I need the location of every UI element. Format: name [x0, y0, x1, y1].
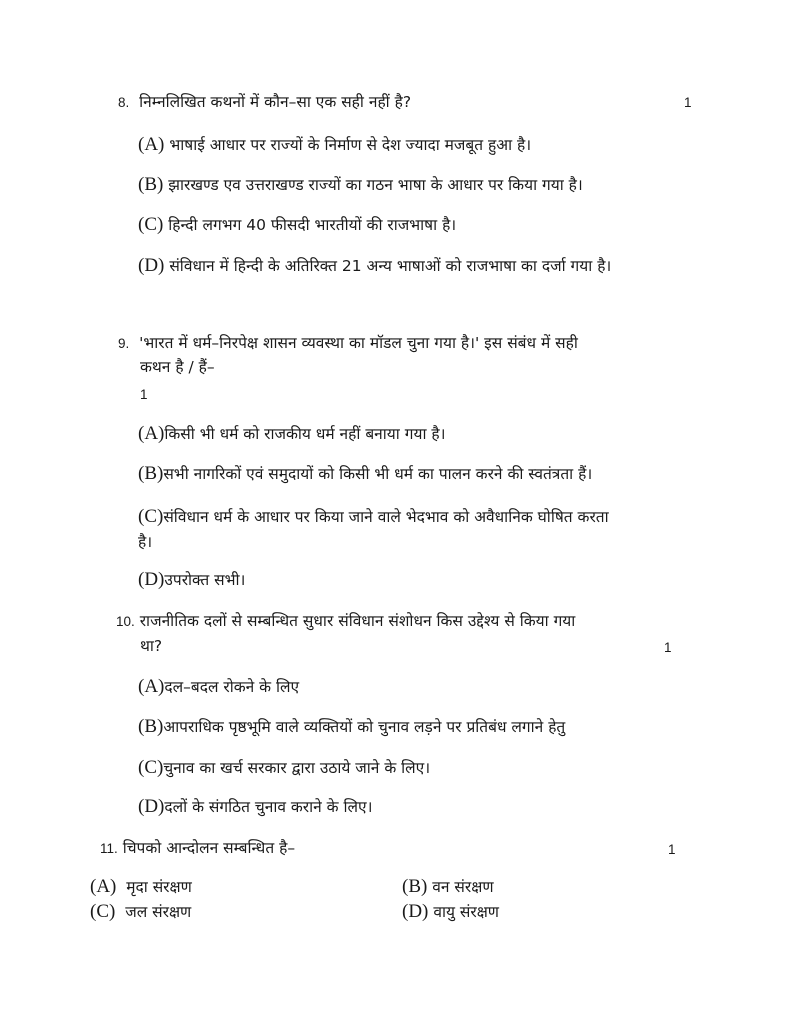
- option-a: [138, 677, 299, 697]
- option-text: किसी भी धर्म को राजकीय धर्म नहीं बनाया गया है।: [164, 425, 446, 443]
- option-label: (D): [402, 901, 429, 922]
- question-text: निम्नलिखित कथनों में कौन–सा एक सही नहीं है?: [139, 93, 412, 111]
- question-9-stem-line2: कथन है / हैं–: [140, 358, 215, 376]
- option-b: [138, 717, 565, 737]
- option-text: दलों के संगठित चुनाव कराने के लिए।: [164, 798, 373, 816]
- question-8-stem: [118, 92, 411, 113]
- option-text: भाषाई आधार पर राज्यों के निर्माण से देश ज्यादा मजबूत हुआ है।: [169, 136, 532, 154]
- option-label: (A): [138, 676, 165, 697]
- option-label: (C): [138, 214, 164, 235]
- option-text: वन संरक्षण: [432, 878, 494, 896]
- option-text: झारखण्ड एव उत्तराखण्ड राज्यों का गठन भाषा के आधार पर किया गया है।: [168, 176, 583, 194]
- option-d: [138, 256, 611, 276]
- option-c: [90, 902, 191, 922]
- option-a: [138, 135, 531, 155]
- option-text: जल संरक्षण: [125, 903, 192, 921]
- question-9-stem-line1: [118, 333, 578, 354]
- option-a: [138, 424, 446, 444]
- option-label: (D): [138, 796, 165, 817]
- question-marks: 1: [668, 842, 676, 857]
- option-c-continued: है।: [138, 533, 153, 551]
- option-text: वायु संरक्षण: [433, 903, 500, 921]
- option-label: (B): [138, 716, 164, 737]
- option-label: (A): [138, 134, 165, 155]
- option-label: (B): [402, 876, 428, 897]
- option-label: (D): [138, 255, 165, 276]
- question-11-stem: [100, 838, 295, 859]
- option-c: [138, 215, 456, 235]
- question-marks: 1: [140, 387, 148, 402]
- option-text: हिन्दी लगभग 40 फीसदी भारतीयों की राजभाषा है।: [168, 216, 457, 234]
- question-number: 10.: [116, 614, 135, 629]
- option-label: (C): [138, 506, 164, 527]
- option-text: आपराधिक पृष्ठभूमि वाले व्यक्तियों को चुनाव लड़ने पर प्रतिबंध लगाने हेतु: [163, 718, 566, 736]
- option-label: (A): [138, 423, 165, 444]
- option-c: [138, 758, 430, 778]
- question-text: 'भारत में धर्म–निरपेक्ष शासन व्यवस्था का मॉडल चुना गया है।' इस संबंध में सही: [139, 334, 578, 352]
- option-label: (A): [90, 876, 117, 897]
- question-text: राजनीतिक दलों से सम्बन्धित सुधार संविधान संशोधन किस उद्देश्य से किया गया: [139, 612, 576, 630]
- question-number: 8.: [118, 95, 130, 110]
- option-d: [402, 902, 499, 922]
- option-label: (B): [138, 463, 164, 484]
- question-number: 11.: [100, 841, 118, 856]
- option-text: संविधान धर्म के आधार पर किया जाने वाले भेदभाव को अवैधानिक घोषित करता: [163, 508, 609, 526]
- option-label: (C): [90, 901, 116, 922]
- question-text: चिपको आन्दोलन सम्बन्धित है–: [122, 839, 296, 857]
- option-d: [138, 570, 245, 590]
- option-label: (C): [138, 757, 164, 778]
- option-a: [90, 877, 192, 897]
- option-text: चुनाव का खर्च सरकार द्वारा उठाये जाने के लिए।: [163, 759, 431, 777]
- option-text: संविधान में हिन्दी के अतिरिक्त 21 अन्य भाषाओं को राजभाषा का दर्जा गया है।: [169, 257, 612, 275]
- option-text: उपरोक्त सभी।: [164, 571, 246, 589]
- option-label: (B): [138, 174, 164, 195]
- option-text: दल–बदल रोकने के लिए: [164, 678, 300, 696]
- option-label: (D): [138, 569, 165, 590]
- option-c: [138, 507, 609, 527]
- question-10-stem-line1: [116, 611, 575, 632]
- question-marks: 1: [684, 95, 692, 110]
- question-marks: 1: [664, 640, 672, 655]
- option-b: [402, 877, 494, 897]
- option-text: सभी नागरिकों एवं समुदायों को किसी भी धर्म का पालन करने की स्वतंत्रता हैं।: [163, 465, 593, 483]
- option-text: मृदा संरक्षण: [126, 878, 192, 896]
- question-10-stem-line2: था?: [140, 637, 163, 655]
- option-b: [138, 464, 592, 484]
- option-d: [138, 797, 372, 817]
- question-number: 9.: [118, 336, 130, 351]
- option-b: [138, 175, 583, 195]
